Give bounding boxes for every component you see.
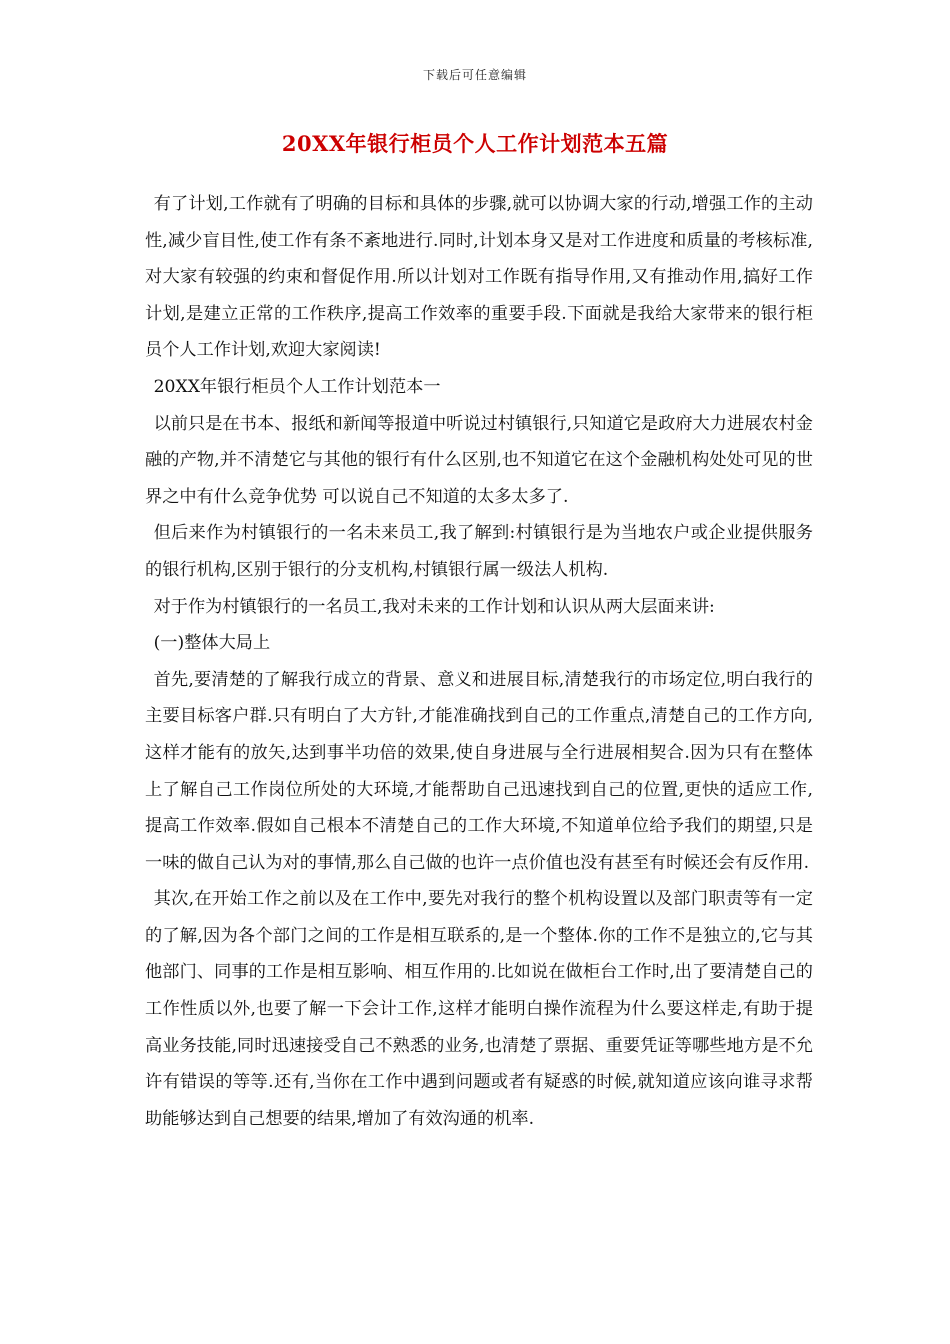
document-title: 20XX年银行柜员个人工作计划范本五篇 xyxy=(281,131,669,156)
subsection-heading: (一)整体大局上 xyxy=(153,633,271,654)
body-paragraph: 首先,要清楚的了解我行成立的背景、意义和进展目标,清楚我行的市场定位,明白我行的主要目标客户群.只有明白了大方针,才能准确找到自己的工作重点,清楚自己的工作方向,这样才能有的放矢,达到事半功倍的效果,使自身进展与全行进展相契合.因为只有在整体上了解自己工作岗位所处的大环境,才能帮助自己迅速找到自己的位置,更快的适应工作,提高工作效率.假如自己根本不清楚自己的工作大环境,不知道单位给予我们的期望,只是一味的做自己认为对的事情,那么自己做的也许一点价值也没有甚至有时候还会有反作用. xyxy=(145,669,813,873)
document-body xyxy=(145,186,813,1137)
body-paragraph: 对于作为村镇银行的一名员工,我对未来的工作计划和认识从两大层面来讲: xyxy=(153,596,715,617)
body-paragraph: 其次,在开始工作之前以及在工作中,要先对我行的整个机构设置以及部门职责等有一定的了解,因为各个部门之间的工作是相互联系的,是一个整体.你的工作不是独立的,它与其他部门、同事的工作是相互影响、相互作用的.比如说在做柜台工作时,出了要清楚自己的工作性质以外,也要了解一下会计工作,这样才能明白操作流程为什么要这样走,有助于提高业务技能,同时迅速接受自己不熟悉的业务,也清楚了票据、重要凭证等哪些地方是不允许有错误的等等.还有,当你在工作中遇到问题或者有疑惑的时候,就知道应该向谁寻求帮助能够达到自己想要的结果,增加了有效沟通的机率. xyxy=(145,889,813,1129)
section-heading: 20XX年银行柜员个人工作计划范本一 xyxy=(153,376,441,397)
body-paragraph: 但后来作为村镇银行的一名未来员工,我了解到:村镇银行是为当地农户或企业提供服务的银行机构,区别于银行的分支机构,村镇银行属一级法人机构. xyxy=(145,523,813,580)
header-note: 下载后可任意编辑 xyxy=(422,68,527,82)
intro-paragraph: 有了计划,工作就有了明确的目标和具体的步骤,就可以协调大家的行动,增强工作的主动性,减少盲目性,使工作有条不紊地进行.同时,计划本身又是对工作进度和质量的考核标准,对大家有较强的约束和督促作用.所以计划对工作既有指导作用,又有推动作用,搞好工作计划,是建立正常的工作秩序,提高工作效率的重要手段.下面就是我给大家带来的银行柜员个人工作计划,欢迎大家阅读! xyxy=(145,194,813,361)
body-paragraph: 以前只是在书本、报纸和新闻等报道中听说过村镇银行,只知道它是政府大力进展农村金融的产物,并不清楚它与其他的银行有什么区别,也不知道它在这个金融机构处处可见的世界之中有什么竞争优势 可以说自己不知道的太多太多了. xyxy=(145,413,813,507)
